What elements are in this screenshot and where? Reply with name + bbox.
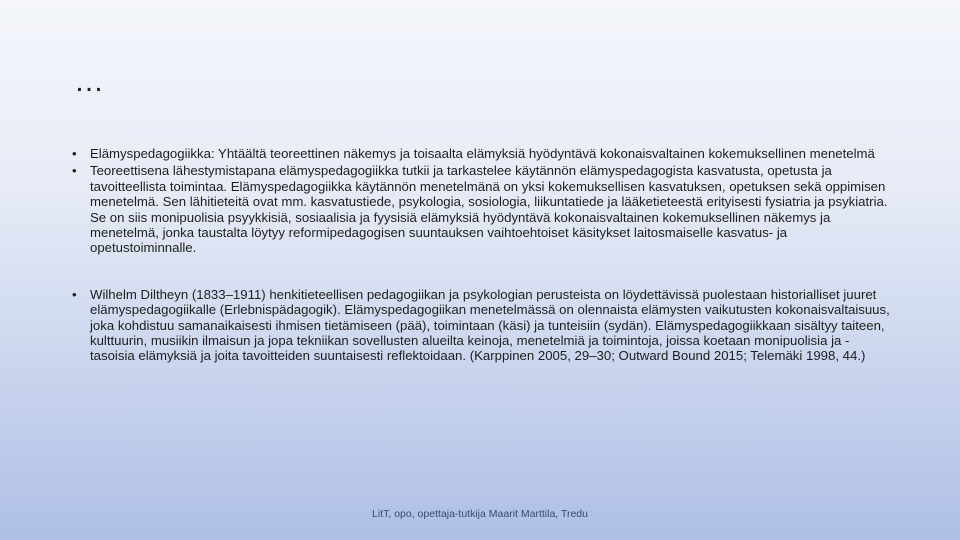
bullet-item [72, 287, 892, 364]
slide-footer: LitT, opo, opettaja-tutkija Maarit Marttila, Tredu [372, 508, 588, 520]
bullet-icon: • [72, 286, 77, 302]
bullet-text: Wilhelm Diltheyn (1833–1911) henkitieteellisen pedagogiikan ja psykologian perusteista on löydettävissä puolestaan historialliset juuret elämyspedagogiikalle (Erlebnispädagogik). Elämyspedagogiikan menetelmässä on olennaista elämysten vaikutusten kokonaisvaltaisuus, joka kohdistuu samanaikaisesti ihmisen tietämiseen (pää), toimintaan (käsi) ja tunteisiin (sydän). Elämyspedagogiikkaan sisältyy taiteen, kulttuurin, musiikin ilmaisun ja jopa tekniikan sovellusten alueilta keinoja, menetelmiä ja toimintoja, joissa koetaan monipuolisia ja -tasoisia elämyksiä ja joita tavoitteiden suuntaisesti reflektoidaan. (Karppinen 2005, 29–30; Outward Bound 2015; Telemäki 1998, 44.) [90, 286, 890, 364]
bullet-icon: • [72, 146, 77, 161]
bullet-icon: • [72, 163, 77, 179]
slide-content [72, 146, 892, 364]
bullet-item [72, 163, 892, 255]
bullet-item [72, 146, 892, 161]
bullet-text: Elämyspedagogiikka: Yhtäältä teoreettinen näkemys ja toisaalta elämyksiä hyödyntävä kokonaisvaltainen kokemuksellinen menetelmä [90, 146, 875, 161]
bullet-text: Teoreettisena lähestymistapana elämyspedagogiikka tutkii ja tarkastelee käytännön elämyspedagogista kasvatusta, opetusta ja tavoitteellista toimintaa. Elämyspedagogiikka käytännön menetelmänä on yksi kokemuksellisen kasvatuksen, opetuksen sekä oppimisen menetelmä. Sen lähitieteitä ovat mm. kasvatustiede, psykologia, sosiologia, liikuntatiede ja lääketieteestä erityisesti fysiatria ja psykiatria. Se on siis monipuolisia psyykkisiä, sosiaalisia ja fyysisiä elämyksiä hyödyntävä kokonaisvaltainen kokemuksellinen näkemys ja menetelmä, jonka taustalta löytyy reformipedagogisen suuntauksen vaihtoehtoiset käsitykset laitosmaiselle kasvatus- ja opetustoiminnalle. [90, 163, 888, 256]
slide-title: … [74, 65, 105, 98]
